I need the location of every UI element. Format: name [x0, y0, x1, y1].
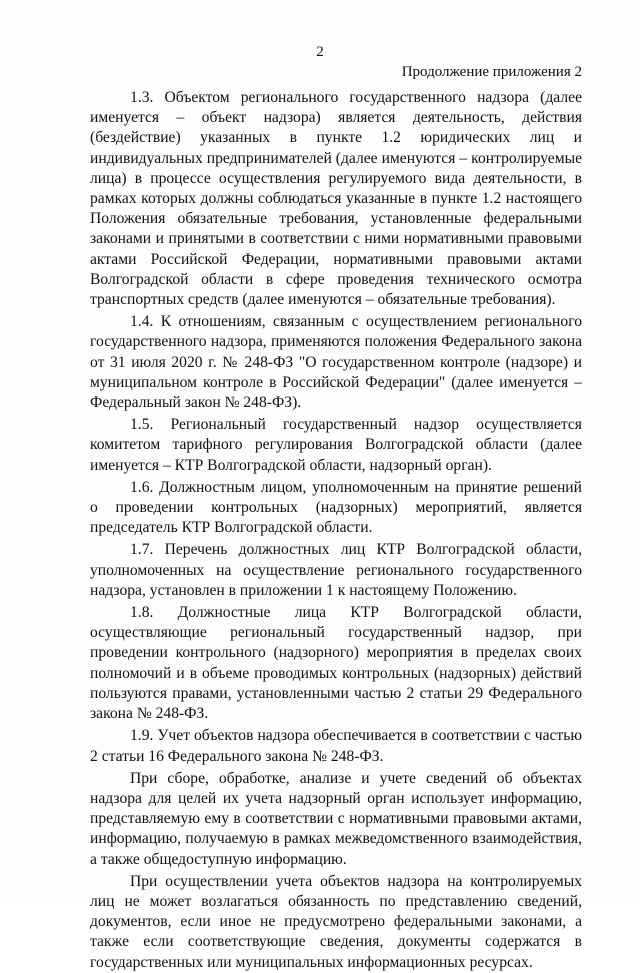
paragraph-1-4: 1.4. К отношениям, связанным с осуществлением регионального государственного надзора, применяются положения Федерального закона от 31 июля 2020 г. № 248-ФЗ "О государственном контроле (надзоре) и муниципальном контроле в Российской Федерации" (далее именуется – Федеральный закон № 248-ФЗ).: [90, 313, 582, 412]
page-number: 2: [316, 44, 324, 60]
paragraph-1-7: 1.7. Перечень должностных лиц КТР Волгоградской области, уполномоченных на осуществление регионального государственного надзора, установлен в приложении 1 к настоящему Положению.: [90, 541, 582, 599]
paragraph-1-6: 1.6. Должностным лицом, уполномоченным на принятие решений о проведении контрольных (надзорных) мероприятий, является председатель КТР Волгоградской области.: [90, 478, 582, 537]
paragraph-1-8: 1.8. Должностные лица КТР Волгоградской области, осуществляющие региональный государственный надзор, при проведении контрольного (надзорного) мероприятия в пределах своих полномочий и в объеме проводимых контрольных (надзорных) действий пользуются правами, установленными частью 2 статьи 29 Федерального закона № 248-ФЗ.: [90, 604, 582, 723]
continuation-label: Продолжение приложения 2: [401, 64, 582, 80]
paragraph-1-5: 1.5. Региональный государственный надзор осуществляется комитетом тарифного регулирования Волгоградской области (далее именуется – КТР Волгоградской области, надзорный орган).: [90, 416, 582, 474]
document-body: [90, 88, 582, 973]
paragraph-1-3: 1.3. Объектом регионального государственного надзора (далее именуется – объект надзора) является деятельность, действия (бездействие) указанных в пункте 1.2 юридических лиц и индивидуальных предпринимателей (далее именуются – контролируемые лица) в процессе осуществления регулируемого вида деятельности, в рамках которых должны соблюдаться указанные в пункте 1.2 настоящего Положения обязательные требования, установленные федеральными законами и принятыми в соответствии с ними нормативными правовыми актами Российской Федерации, нормативными правовыми актами Волгоградской области в сфере проведения технического осмотра транспортных средств (далее именуются – обязательные требования).: [90, 89, 582, 309]
paragraph-accounting-obligations: При осуществлении учета объектов надзора на контролируемых лиц не может возлагаться обязанность по представлению сведений, документов, если иное не предусмотрено федеральными законами, а также если соответствующие сведения, документы содержатся в государственных или муниципальных информационных ресурсах.: [90, 872, 582, 971]
paragraph-1-9: 1.9. Учет объектов надзора обеспечивается в соответствии с частью 2 статьи 16 Федерального закона № 248-ФЗ.: [90, 727, 582, 765]
paragraph-data-collection: При сборе, обработке, анализе и учете сведений об объектах надзора для целей их учета надзорный орган использует информацию, представляемую ему в соответствии с нормативными правовыми актами, информацию, получаемую в рамках межведомственного взаимодействия, а также общедоступную информацию.: [90, 769, 582, 868]
